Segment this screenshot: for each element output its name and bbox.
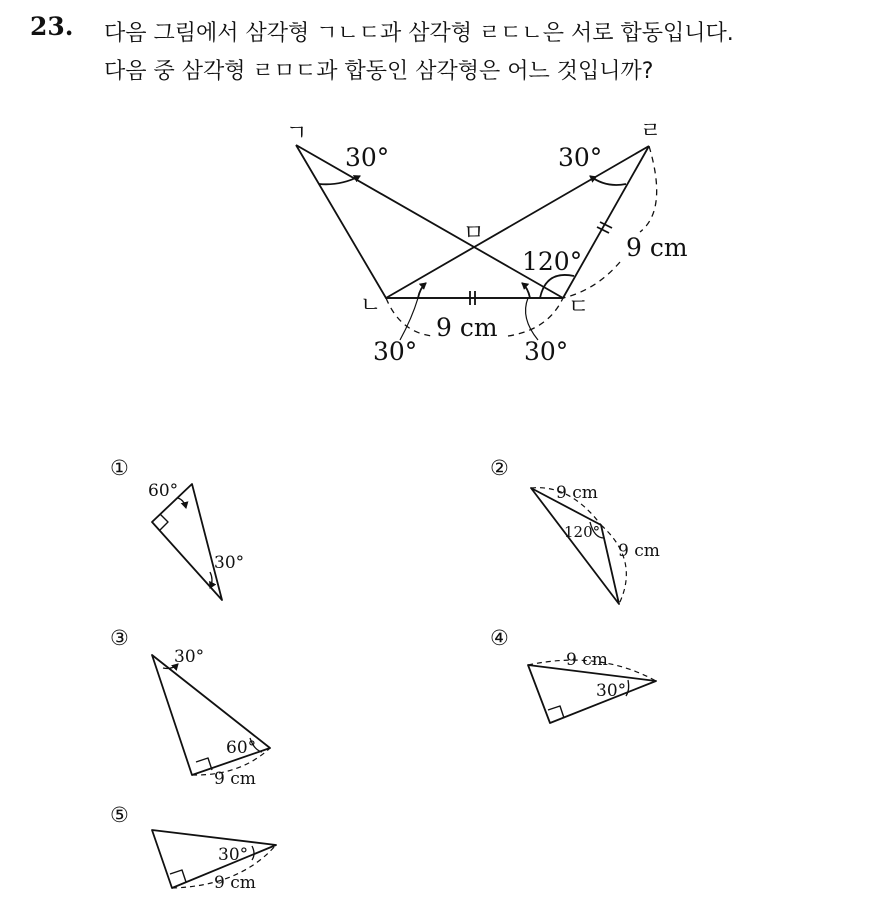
- option-4-angle: 30°: [596, 681, 627, 701]
- option-1-mark[interactable]: ①: [110, 456, 129, 480]
- option-3-mark[interactable]: ③: [110, 626, 129, 650]
- option-4-side-top: 9 cm: [566, 650, 608, 670]
- option-5-mark[interactable]: ⑤: [110, 803, 129, 827]
- option-2-side-right: 9 cm: [618, 541, 660, 561]
- angle-bottom-left-label: 30°: [373, 337, 418, 366]
- option-5-side-bottom: 9 cm: [214, 873, 256, 893]
- option-3-angle-top: 30°: [174, 647, 205, 667]
- option-2-angle: 120°: [564, 523, 601, 541]
- option-2-mark[interactable]: ②: [490, 456, 509, 480]
- question-text-line1: 다음 그림에서 삼각형 ㄱㄴㄷ과 삼각형 ㄹㄷㄴ은 서로 합동입니다.: [104, 21, 734, 46]
- angle-bottom-right-label: 30°: [524, 337, 569, 366]
- question-text-line2: 다음 중 삼각형 ㄹㅁㄷ과 합동인 삼각형은 어느 것입니까?: [104, 59, 654, 84]
- option-3-angle-right: 60°: [226, 738, 257, 758]
- option-3-side-bottom: 9 cm: [214, 769, 256, 789]
- option-4-mark[interactable]: ④: [490, 626, 509, 650]
- leader-bottom-right: [526, 298, 538, 340]
- arc-angle-d-bottom: [522, 283, 530, 298]
- vertex-d-label: ㄷ: [568, 295, 590, 320]
- option-2-figure: [531, 488, 626, 604]
- leader-bottom-left: [400, 298, 418, 340]
- angle-r-label: 30°: [558, 143, 603, 172]
- option-2-side-top: 9 cm: [556, 483, 598, 503]
- option-1-angle-top: 60°: [148, 481, 179, 501]
- vertex-r-label: ㄹ: [640, 119, 662, 144]
- side-nd-label: 9 cm: [436, 313, 498, 342]
- vertex-g-label: ㄱ: [286, 121, 308, 146]
- option-1-angle-bottom: 30°: [214, 553, 245, 573]
- side-dr-label: 9 cm: [626, 233, 688, 262]
- arc-angle-n: [418, 283, 426, 298]
- angle-d-label: 120°: [522, 247, 583, 276]
- vertex-n-label: ㄴ: [360, 293, 382, 318]
- vertex-m-label: ㅁ: [463, 221, 485, 246]
- option-1-figure: [152, 484, 222, 600]
- question-number: 23.: [30, 12, 74, 41]
- triangle-rdn: [386, 146, 649, 298]
- angle-g-label: 30°: [345, 143, 390, 172]
- option-5-angle: 30°: [218, 845, 249, 865]
